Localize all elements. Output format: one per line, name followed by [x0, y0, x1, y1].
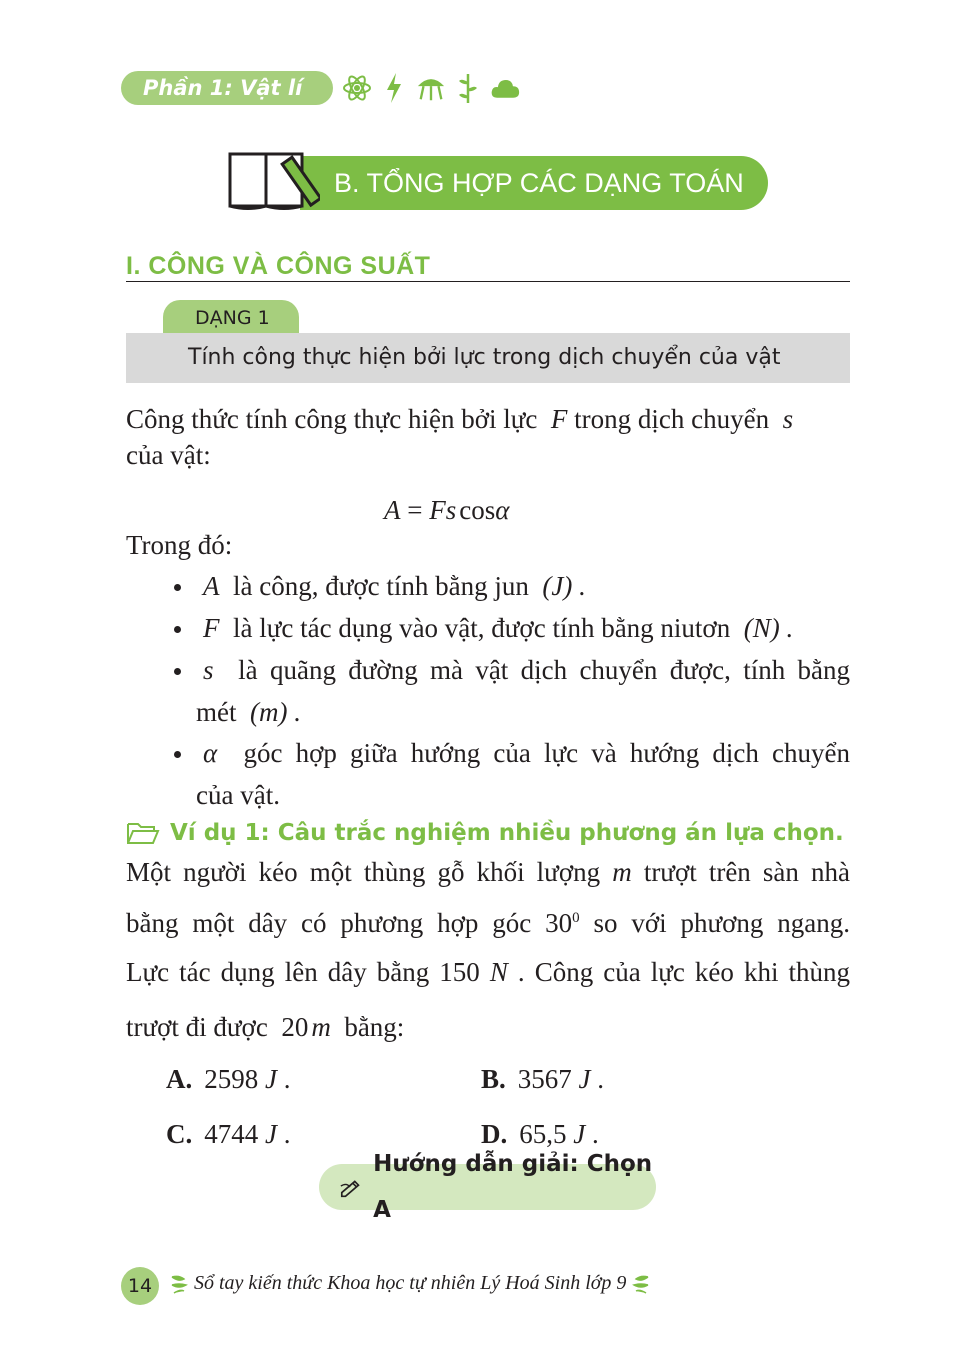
formula-cos: cos	[459, 495, 496, 525]
subject-icons	[342, 70, 520, 106]
problem-line-4	[126, 1009, 404, 1045]
section-heading: I. CÔNG VÀ CÔNG SUẤT	[126, 252, 431, 280]
work-formula	[384, 492, 509, 528]
plant-icon	[453, 71, 483, 105]
type-title: Tính công thực hiện bởi lực trong dịch chuyển của vật	[126, 333, 850, 383]
lightning-icon	[379, 71, 409, 105]
problem-text: Một người kéo một thùng gỗ khối lượng	[126, 857, 601, 887]
option-value: 2598	[204, 1064, 259, 1094]
intro-paragraph	[126, 401, 850, 437]
cloud-icon	[490, 71, 520, 105]
folder-icon	[126, 821, 160, 845]
force-symbol: F	[550, 404, 568, 434]
bullet-text: mét	[196, 697, 237, 727]
problem-text: bằng:	[344, 1012, 405, 1042]
bullet-angle-cont: của vật.	[196, 780, 280, 810]
answer-text: Hướng dẫn giải: Chọn A	[373, 1151, 653, 1223]
bullet-unit: (J) .	[542, 571, 586, 601]
bullet-text: là quãng đường mà vật dịch chuyển được, tính bằng	[238, 655, 851, 685]
heading-underline	[126, 281, 850, 282]
formula-rhs: Fs	[429, 495, 457, 525]
intro-text: Công thức tính công thực hiện bởi lực	[126, 404, 538, 434]
bullet-symbol: s	[203, 655, 214, 685]
option-key: A.	[166, 1064, 193, 1094]
option-unit: J	[265, 1064, 277, 1094]
option-unit: J	[578, 1064, 591, 1094]
formula-equals: =	[407, 495, 423, 525]
problem-text: trượt đi được	[126, 1012, 268, 1042]
option-c[interactable]	[166, 1119, 290, 1150]
leaf-icon	[170, 1273, 188, 1295]
book-title: Sổ tay kiến thức Khoa học tự nhiên Lý Hoá Sinh lớp 9	[194, 1272, 627, 1294]
option-value: 4744	[204, 1119, 259, 1149]
example-heading	[126, 820, 844, 846]
option-b[interactable]	[481, 1064, 604, 1095]
angle-value	[545, 908, 580, 938]
option-a[interactable]	[166, 1064, 290, 1095]
bullet	[174, 626, 181, 633]
pencil-icon	[339, 1176, 363, 1198]
bullet-text: là công, được tính bằng jun	[233, 571, 529, 601]
page-number: 14	[121, 1267, 159, 1305]
bullet-text: là lực tác dụng vào vật, được tính bằng niutơn	[233, 613, 731, 643]
example-title: Ví dụ 1: Câu trắc nghiệm nhiều phương án lựa chọn.	[170, 820, 844, 846]
option-end: .	[283, 1064, 291, 1094]
option-key: C.	[166, 1119, 193, 1149]
distance-number: 20	[281, 1012, 309, 1042]
problem-text: Lực tác dụng lên dây bằng	[126, 957, 430, 987]
problem-line-3	[126, 954, 850, 990]
bullet-distance	[203, 652, 850, 688]
option-unit: J	[265, 1119, 277, 1149]
section-banner: B. TỔNG HỢP CÁC DẠNG TOÁN	[300, 156, 768, 210]
bullet	[174, 584, 181, 591]
bullet-symbol: α	[203, 738, 218, 768]
option-end: .	[591, 1119, 599, 1149]
problem-line-2	[126, 900, 850, 941]
problem-text: . Công của lực kéo khi thùng	[517, 957, 850, 987]
mass-symbol: m	[612, 857, 632, 887]
option-value: 3567	[517, 1064, 572, 1094]
bullet	[174, 751, 181, 758]
atom-icon	[342, 71, 372, 105]
footer-title	[170, 1272, 650, 1295]
option-unit: J	[573, 1119, 586, 1149]
force-value	[439, 957, 508, 987]
leaf-icon	[632, 1273, 650, 1295]
bullet-work	[203, 568, 586, 604]
bullet-text: góc hợp giữa hướng của lực và hướng dịch chuyển	[243, 738, 851, 768]
bullet-angle	[203, 735, 850, 771]
intro-end: của vật:	[126, 440, 211, 470]
option-end: .	[283, 1119, 291, 1149]
bullet-symbol: A	[203, 571, 220, 601]
problem-text: bằng một dây có phương hợp góc	[126, 908, 532, 938]
part-label: Phần 1: Vật lí	[121, 71, 333, 105]
where-label: Trong đó:	[126, 530, 233, 560]
problem-line-1	[126, 854, 850, 890]
problem-text: so với phương ngang.	[593, 908, 851, 938]
distance-symbol: s	[782, 404, 794, 434]
option-end: .	[597, 1064, 604, 1094]
option-key: B.	[481, 1064, 506, 1094]
force-unit: N	[489, 957, 508, 987]
degree-sup: 0	[572, 910, 580, 926]
bullet-symbol: F	[203, 613, 220, 643]
answer-guide	[319, 1151, 656, 1223]
bullet-unit: (N) .	[743, 613, 794, 643]
mushroom-icon	[416, 71, 446, 105]
intro-text: trong dịch chuyển	[574, 404, 770, 434]
formula-alpha: α	[495, 495, 510, 525]
angle-number: 30	[545, 908, 573, 938]
force-number: 150	[439, 957, 480, 987]
bullet-distance-cont	[196, 694, 301, 730]
type-tab: DẠNG 1	[163, 300, 299, 334]
option-value: 65,5	[519, 1119, 567, 1149]
bullet	[174, 668, 181, 675]
bullet-unit: (m) .	[250, 697, 301, 727]
problem-text: trượt trên sàn nhà	[643, 857, 850, 887]
option-key: D.	[481, 1119, 508, 1149]
bullet-force	[203, 610, 793, 646]
formula-lhs: A	[384, 495, 401, 525]
distance-unit: m	[311, 1012, 331, 1042]
book-icon	[228, 150, 320, 212]
